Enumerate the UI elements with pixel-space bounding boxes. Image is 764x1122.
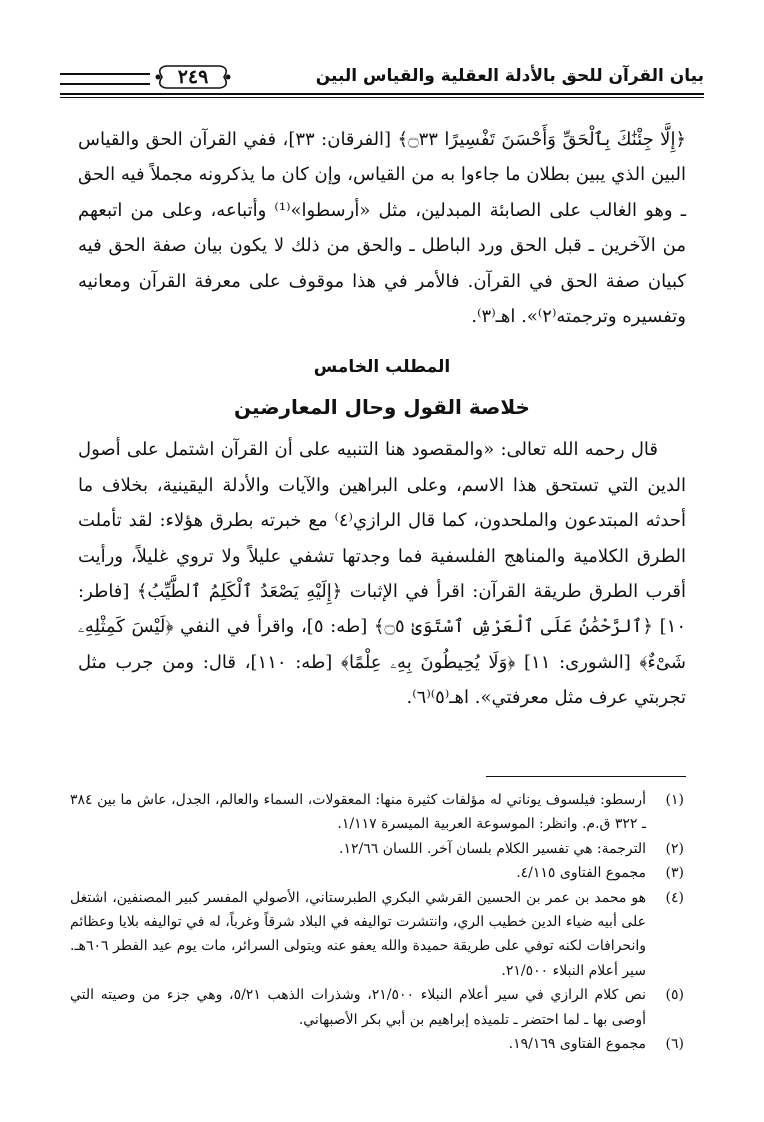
footnote-text: هو محمد بن عمر بن الحسين القرشي البكري الطبرستاني، الأصولي المفسر كبير المصنفين، اشتغل على أبيه ضياء الدين خطيب الري، وانتشرت تواليفه في البلاد شرقاً وغرباً، له في تواليفه بلايا وعظائم وانحرافات لكنه توفي على طريقة حميدة والله يعفو عنه ويتولى السرائر، مات يوم عيد الفطر ٦٠٦هـ. سير أعلام النبلاء ٢١/٥٠٠.	[70, 889, 646, 979]
paragraph-2: قال رحمه الله تعالى: «والمقصود هنا التنبيه على أن القرآن اشتمل على أصول الدين التي تستحق هذا الاسم، وعلى البراهين والآيات والأدلة اليقينية، بخلاف ما أحدثه المبتدعون والملحدون، كما قال الرازي⁽٤⁾ مع خبرته بطرق هؤلاء: لقد تأملت الطرق الكلامية والمناهج الفلسفية فما وجدتها تشفي عليلاً ولا تروي غليلاً، ورأيت أقرب الطرق طريقة القرآن: اقرأ في الإثبات ﴿إِلَيْهِ يَصْعَدُ ٱلْكَلِمُ ٱلطَّيِّبُ﴾ [فاطر: ١٠] ﴿ٱلرَّحْمَٰنُ عَلَى ٱلْعَرْشِ ٱسْتَوَىٰ ۝٥﴾ [طه: ٥]، واقرأ في النفي ﴿لَيْسَ كَمِثْلِهِۦ شَىْءٌ﴾ [الشورى: ١١] ﴿وَلَا يُحِيطُونَ بِهِۦ عِلْمًا﴾ [طه: ١١٠]، قال: ومن جرب مثل تجربتي عرف مثل معرفتي». اهـ⁽٥⁾⁽٦⁾.	[78, 439, 686, 709]
footnotes	[70, 788, 684, 1056]
footnote-text: مجموع الفتاوى ١٩/١٦٩.	[508, 1036, 646, 1053]
footnote-number: (٤)	[665, 889, 684, 906]
footnote-item	[70, 861, 684, 885]
header-rule-thin	[60, 97, 704, 98]
footnote-text: الترجمة: هي تفسير الكلام بلسان آخر. اللسان ١٢/٦٦.	[339, 840, 646, 857]
footnote-number: (٦)	[665, 1036, 684, 1053]
header-rule	[60, 93, 704, 95]
section-heading: المطلب الخامس	[313, 357, 451, 378]
footnote-item	[70, 1032, 684, 1056]
paragraph-1: ﴿إِلَّا جِئْنَٰكَ بِٱلْحَقِّ وَأَحْسَنَ تَفْسِيرًا ۝٣٣﴾ [الفرقان: ٣٣]، ففي القرآن الحق والقياس البين الذي يبين بطلان ما جاءوا به من القياس، وإن كان ما يذكرونه مجملاً فيه الحق ـ وهو الغالب على الصابئة المبدلين، مثل «أرسطوا»⁽¹⁾ وأتباعه، وعلى من اتبعهم من الآخرين ـ قبل الحق ورد الباطل ـ والحق من ذلك لا يكون بيان صفة الحق فيه كبيان صفة الحق في القرآن. فالأمر في هذا موقوف على معرفة القرآن ومعانيه وتفسيره وترجمته⁽٢⁾». اهـ⁽٣⁾.	[78, 129, 686, 328]
footnote-text: نص كلام الرازي في سير أعلام النبلاء ٢١/٥٠٠، وشذرات الذهب ٥/٢١، وهي جزء من وصيته التي أوصى بها ـ لما احتضر ـ تلميذه إبراهيم بن أبي بكر الأصبهاني.	[70, 987, 646, 1028]
page-header	[60, 60, 704, 100]
footnote-item	[70, 983, 684, 1032]
header-ornament-lines	[60, 73, 150, 85]
footnote-text: مجموع الفتاوى ٤/١١٥.	[516, 865, 646, 882]
footnote-item	[70, 837, 684, 861]
footnote-separator	[486, 776, 686, 777]
section-subheading: خلاصة القول وحال المعارضين	[234, 395, 530, 420]
footnote-item	[70, 788, 684, 837]
page-number-badge	[152, 62, 234, 92]
footnote-number: (٣)	[665, 865, 684, 882]
running-title: بيان القرآن للحق بالأدلة العقلية والقياس البين	[315, 66, 704, 86]
footnote-text: أرسطو: فيلسوف يوناني له مؤلفات كثيرة منها: المعقولات، السماء والعالم، الجدل، عاش ما بين ٣٨٤ ـ ٣٢٢ ق.م. وانظر: الموسوعة العربية الميسرة ١/١١٧.	[70, 792, 646, 833]
main-text	[78, 122, 686, 716]
footnote-number: (١)	[665, 792, 684, 808]
footnote-number: (٢)	[665, 840, 684, 857]
page-number: ٢٤٩	[177, 66, 209, 88]
footnote-number: (٥)	[665, 987, 684, 1004]
footnote-item	[70, 886, 684, 984]
